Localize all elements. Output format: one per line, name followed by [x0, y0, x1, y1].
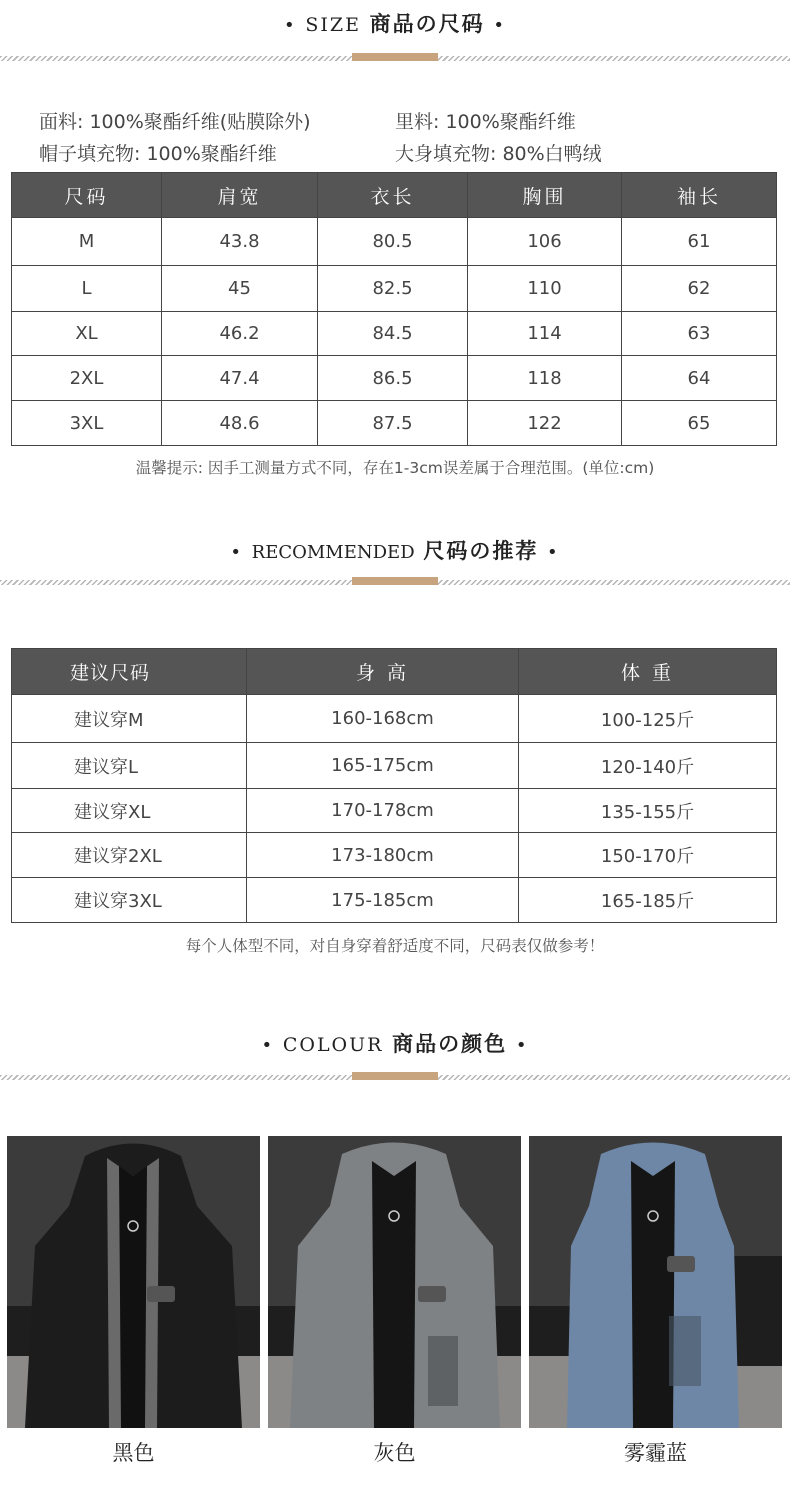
- header-cell: 建议尺码: [12, 649, 247, 695]
- table-cell: 建议穿2XL: [12, 833, 247, 878]
- size-note: 温馨提示: 因手工测量方式不同，存在1-3cm误差属于合理范围。(单位:cm): [135, 459, 655, 477]
- bullet: •: [230, 542, 243, 563]
- section-divider: [0, 577, 790, 587]
- table-row: [12, 401, 777, 446]
- recommend-heading-en: RECOMMENDED: [251, 542, 415, 563]
- table-cell: 48.6: [162, 401, 318, 446]
- header-cell: 胸围: [468, 173, 622, 218]
- section-divider: [0, 1072, 790, 1082]
- table-cell: 47.4: [162, 356, 318, 401]
- section-divider: [0, 53, 790, 63]
- header-cell: 身 高: [247, 649, 519, 695]
- colour-photo-black: [7, 1136, 260, 1428]
- colour-heading: [0, 1028, 790, 1058]
- table-row: [12, 218, 777, 266]
- bullet: •: [547, 542, 560, 563]
- table-cell: 64: [622, 356, 777, 401]
- table-cell: 43.8: [162, 218, 318, 266]
- table-cell: 122: [468, 401, 622, 446]
- table-cell: 86.5: [318, 356, 468, 401]
- header-cell: 衣长: [318, 173, 468, 218]
- table-row: [12, 833, 777, 878]
- table-row: [12, 356, 777, 401]
- recommend-table-header: [12, 649, 777, 695]
- recommend-table: [11, 648, 777, 923]
- table-cell: 87.5: [318, 401, 468, 446]
- recommend-heading-cn: 尺码の推荐: [423, 539, 539, 563]
- material-lining: 里料: 100%聚酯纤维: [395, 111, 576, 133]
- colour-label: 灰色: [373, 1441, 416, 1465]
- material-fabric: 面料: 100%聚酯纤维(贴膜除外): [39, 111, 311, 133]
- table-cell: 175-185cm: [247, 878, 519, 923]
- table-cell: 165-175cm: [247, 743, 519, 789]
- table-row: [12, 789, 777, 833]
- colour-label: 黑色: [112, 1441, 155, 1465]
- table-cell: 建议穿L: [12, 743, 247, 789]
- table-row: [12, 312, 777, 356]
- bullet: •: [261, 1035, 275, 1056]
- bullet: •: [515, 1035, 529, 1056]
- table-cell: 65: [622, 401, 777, 446]
- size-heading-en: SIZE: [305, 14, 361, 36]
- material-hood-fill: 帽子填充物: 100%聚酯纤维: [39, 143, 277, 165]
- table-cell: 150-170斤: [519, 833, 777, 878]
- table-cell: 100-125斤: [519, 695, 777, 743]
- header-cell: 尺码: [12, 173, 162, 218]
- recommend-heading: [0, 535, 790, 565]
- table-cell: L: [12, 266, 162, 312]
- table-row: [12, 743, 777, 789]
- table-cell: 120-140斤: [519, 743, 777, 789]
- size-heading-cn: 商品の尺码: [369, 12, 485, 36]
- table-cell: 建议穿M: [12, 695, 247, 743]
- table-cell: 114: [468, 312, 622, 356]
- table-cell: 3XL: [12, 401, 162, 446]
- table-cell: 82.5: [318, 266, 468, 312]
- table-cell: 建议穿3XL: [12, 878, 247, 923]
- header-cell: 体 重: [519, 649, 777, 695]
- size-table: [11, 172, 777, 446]
- size-table-header: [12, 173, 777, 218]
- table-cell: 110: [468, 266, 622, 312]
- table-cell: 106: [468, 218, 622, 266]
- table-cell: 84.5: [318, 312, 468, 356]
- table-cell: 170-178cm: [247, 789, 519, 833]
- recommend-note: 每个人体型不同，对自身穿着舒适度不同，尺码表仅做参考！: [185, 937, 605, 955]
- size-heading: [0, 8, 790, 38]
- header-cell: 袖长: [622, 173, 777, 218]
- table-cell: 建议穿XL: [12, 789, 247, 833]
- table-cell: 135-155斤: [519, 789, 777, 833]
- table-cell: 61: [622, 218, 777, 266]
- table-cell: 2XL: [12, 356, 162, 401]
- table-cell: 160-168cm: [247, 695, 519, 743]
- colour-heading-cn: 商品の颜色: [392, 1032, 508, 1056]
- material-body-fill: 大身填充物: 80%白鸭绒: [395, 143, 602, 165]
- table-row: [12, 695, 777, 743]
- table-cell: 62: [622, 266, 777, 312]
- colour-photo-blue: [529, 1136, 782, 1428]
- bullet: •: [493, 15, 506, 36]
- table-cell: 45: [162, 266, 318, 312]
- header-cell: 肩宽: [162, 173, 318, 218]
- table-row: [12, 266, 777, 312]
- table-cell: 173-180cm: [247, 833, 519, 878]
- table-cell: M: [12, 218, 162, 266]
- colour-label: 雾霾蓝: [624, 1441, 687, 1465]
- table-cell: 80.5: [318, 218, 468, 266]
- table-cell: 165-185斤: [519, 878, 777, 923]
- table-cell: 63: [622, 312, 777, 356]
- colour-photo-grey: [268, 1136, 521, 1428]
- table-cell: 46.2: [162, 312, 318, 356]
- bullet: •: [284, 15, 297, 36]
- table-cell: 118: [468, 356, 622, 401]
- table-row: [12, 878, 777, 923]
- colour-heading-en: COLOUR: [282, 1034, 384, 1056]
- table-cell: XL: [12, 312, 162, 356]
